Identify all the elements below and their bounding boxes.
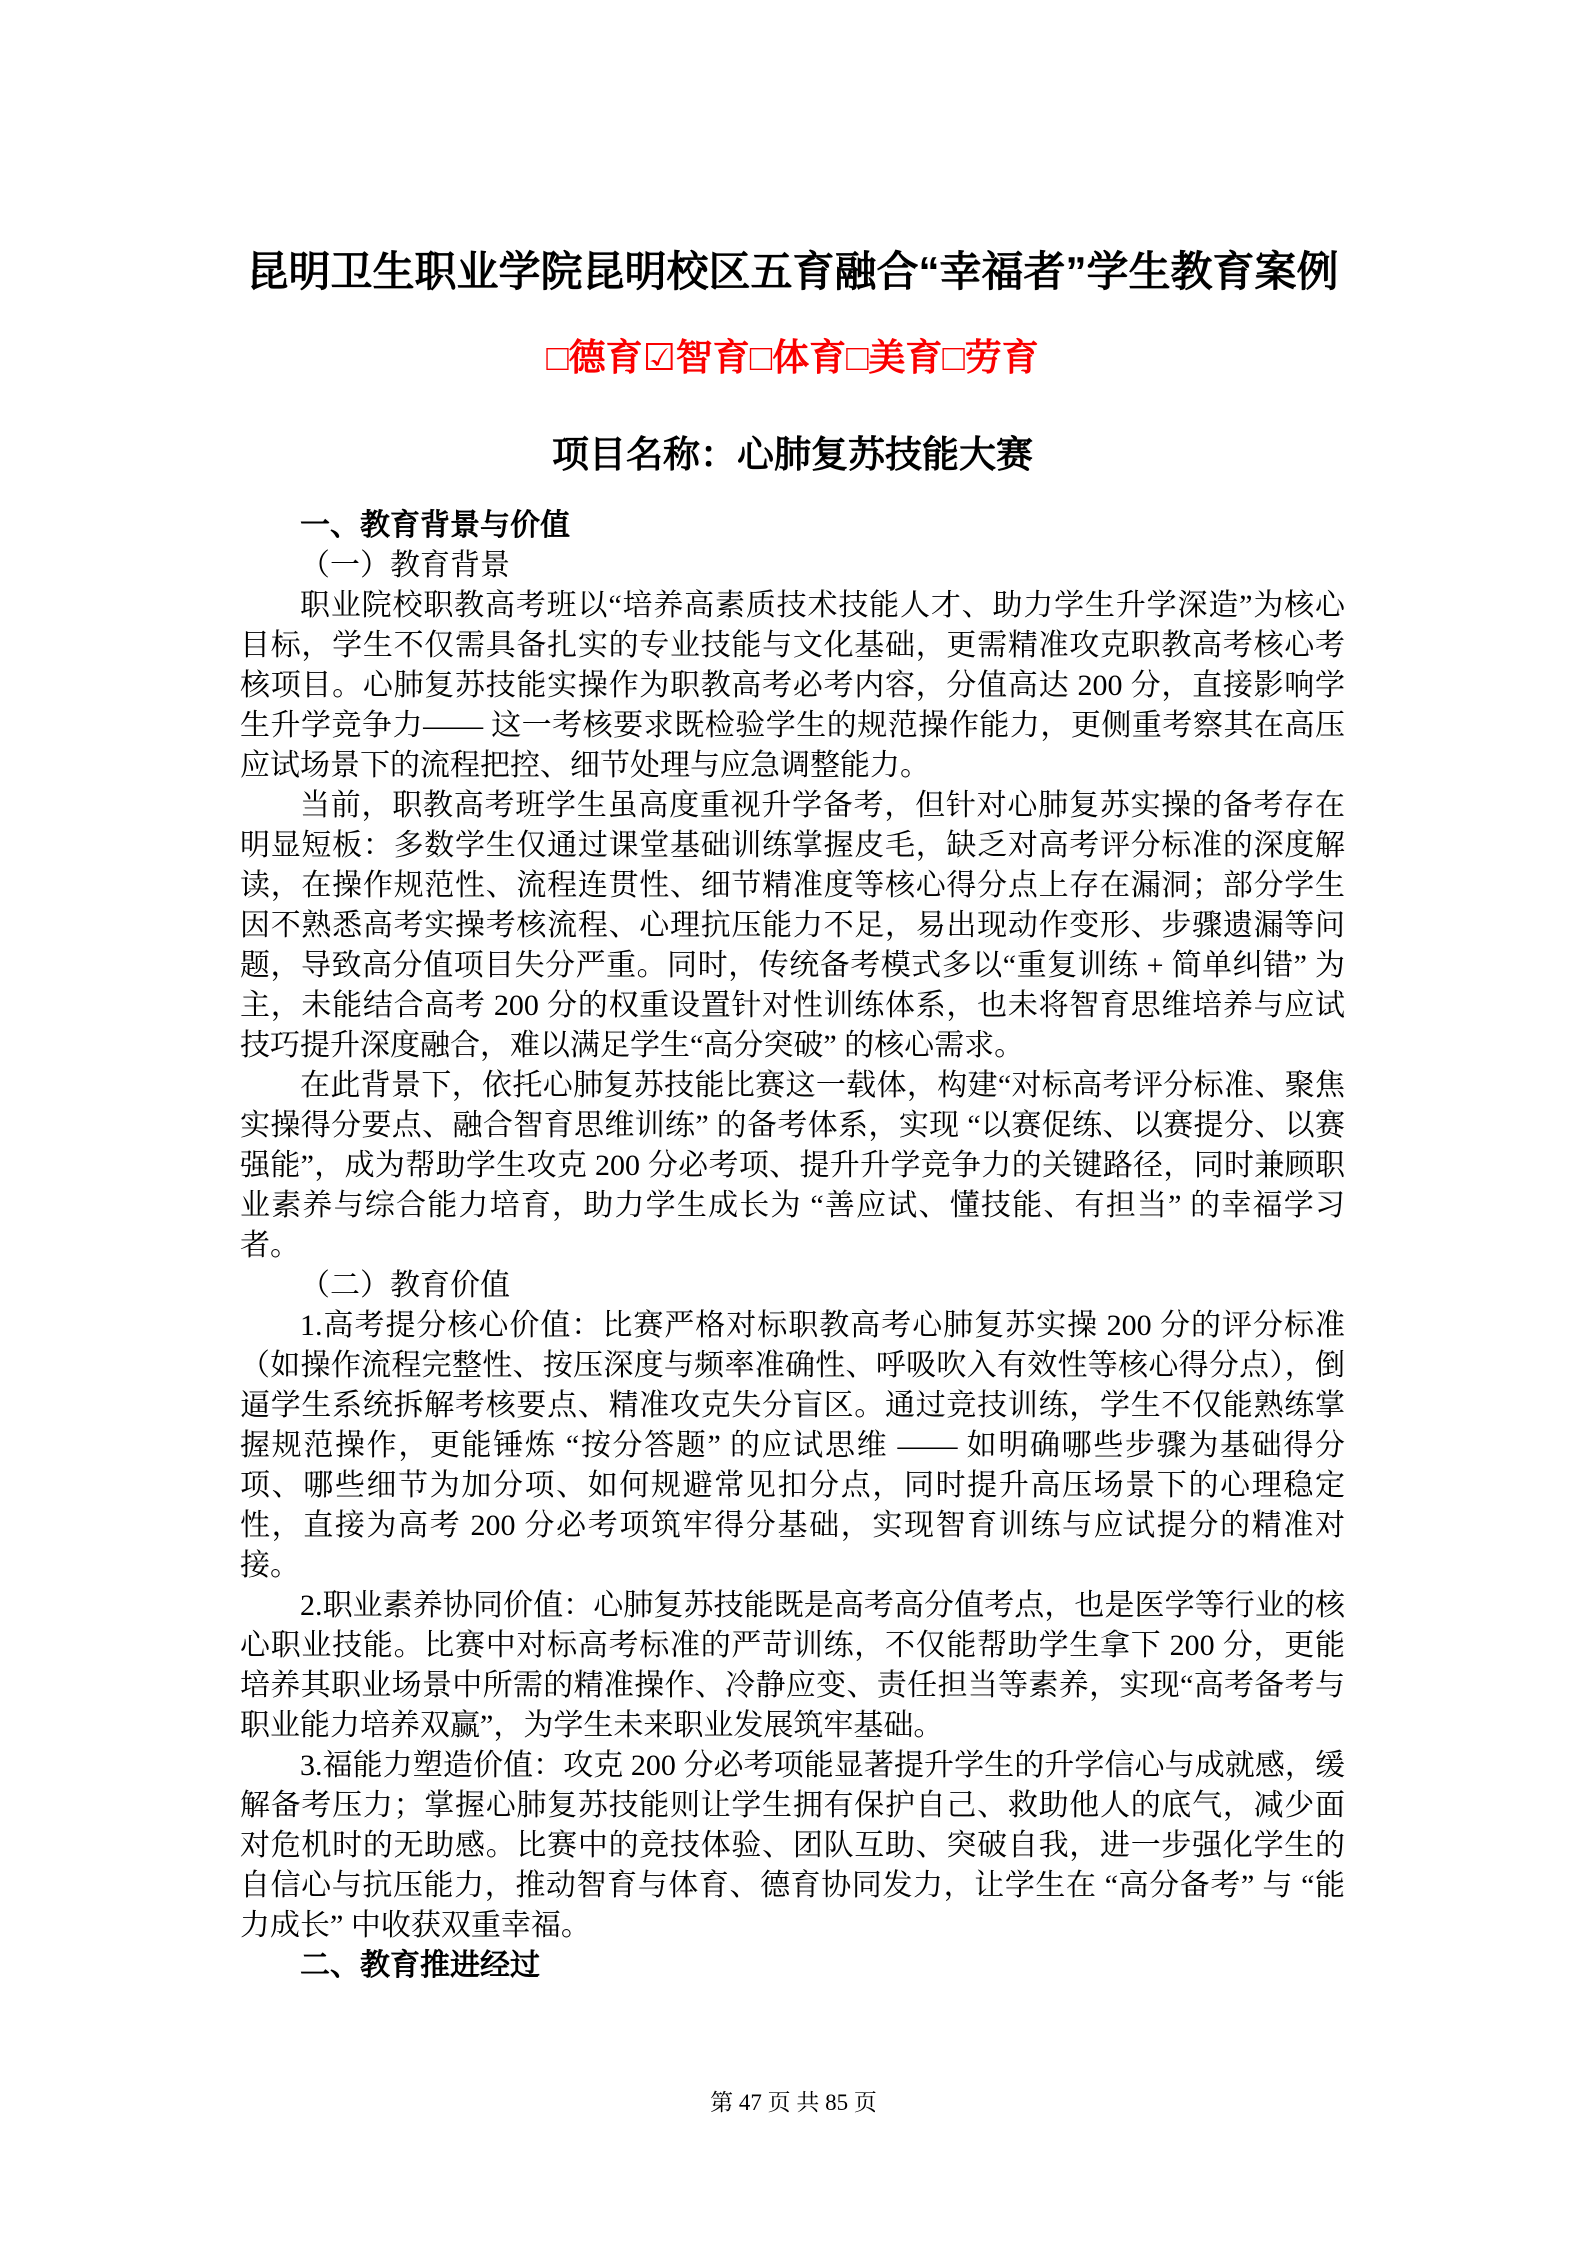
paragraph-3: 在此背景下，依托心肺复苏技能比赛这一载体，构建“对标高考评分标准、聚焦实操得分要点、融合智育思维训练” 的备考体系，实现 “以赛促练、以赛提分、以赛强能”，成为帮助学生攻克 200 分必考项、提升升学竞争力的关键路径，同时兼顾职业素养与综合能力培育，助力学生成长为 “善应试、懂技能、有担当” 的幸福学习者。 <box>240 1068 1345 1262</box>
section-heading-education-process: 二、教育推进经过 <box>300 1948 540 1982</box>
paragraph-1: 职业院校职教高考班以“培养高素质技术技能人才、助力学生升学深造”为核心目标，学生不仅需具备扎实的专业技能与文化基础，更需精准攻克职教高考核心考核项目。心肺复苏技能实操作为职教高考必考内容，分值高达 200 分，直接影响学生升学竞争力—— 这一考核要求既检验学生的规范操作能力，更侧重考察其在高压应试场景下的流程把控、细节处理与应急调整能力。 <box>240 588 1345 782</box>
project-title: 项目名称：心肺复苏技能大赛 <box>552 433 1033 475</box>
subsection-heading-education-background: （一）教育背景 <box>300 548 510 582</box>
paragraph-2: 当前，职教高考班学生虽高度重视升学备考，但针对心肺复苏实操的备考存在明显短板：多数学生仅通过课堂基础训练掌握皮毛，缺乏对高考评分标准的深度解读，在操作规范性、流程连贯性、细节精准度等核心得分点上存在漏洞；部分学生因不熟悉高考实操考核流程、心理抗压能力不足，易出现动作变形、步骤遗漏等问题，导致高分值项目失分严重。同时，传统备考模式多以“重复训练 + 简单纠错” 为主，未能结合高考 200 分的权重设置针对性训练体系，也未将智育思维培养与应试技巧提升深度融合，难以满足学生“高分突破” 的核心需求。 <box>240 788 1345 1062</box>
paragraph-4: 1.高考提分核心价值：比赛严格对标职教高考心肺复苏实操 200 分的评分标准（如操作流程完整性、按压深度与频率准确性、呼吸吹入有效性等核心得分点），倒逼学生系统拆解考核要点、精准攻克失分盲区。通过竞技训练，学生不仅能熟练掌握规范操作，更能锤炼 “按分答题” 的应试思维 —— 如明确哪些步骤为基础得分项、哪些细节为加分项、如何规避常见扣分点，同时提升高压场景下的心理稳定性，直接为高考 200 分必考项筑牢得分基础，实现智育训练与应试提分的精准对接。 <box>240 1308 1345 1582</box>
document-body <box>240 506 1345 1986</box>
paragraph-6: 3.福能力塑造价值：攻克 200 分必考项能显著提升学生的升学信心与成就感，缓解备考压力；掌握心肺复苏技能则让学生拥有保护自己、救助他人的底气，减少面对危机时的无助感。比赛中的竞技体验、团队互助、突破自我，进一步强化学生的自信心与抗压能力，推动智育与体育、德育协同发力，让学生在 “高分备考” 与 “能力成长” 中收获双重幸福。 <box>240 1748 1345 1942</box>
paragraph-5: 2.职业素养协同价值：心肺复苏技能既是高考高分值考点，也是医学等行业的核心职业技能。比赛中对标高考标准的严苛训练，不仅能帮助学生拿下 200 分，更能培养其职业场景中所需的精准操作、冷静应变、责任担当等素养，实现“高考备考与职业能力培养双赢”，为学生未来职业发展筑牢基础。 <box>240 1588 1345 1742</box>
subsection-heading-education-value: （二）教育价值 <box>300 1268 510 1302</box>
section-heading-background-and-value: 一、教育背景与价值 <box>300 508 570 542</box>
page-number: 第 47 页 共 85 页 <box>710 2090 877 2115</box>
document-title: 昆明卫生职业学院昆明校区五育融合“幸福者”学生教育案例 <box>246 248 1339 295</box>
five-education-checkbox-line: □德育☑智育□体育□美育□劳育 <box>546 337 1039 379</box>
